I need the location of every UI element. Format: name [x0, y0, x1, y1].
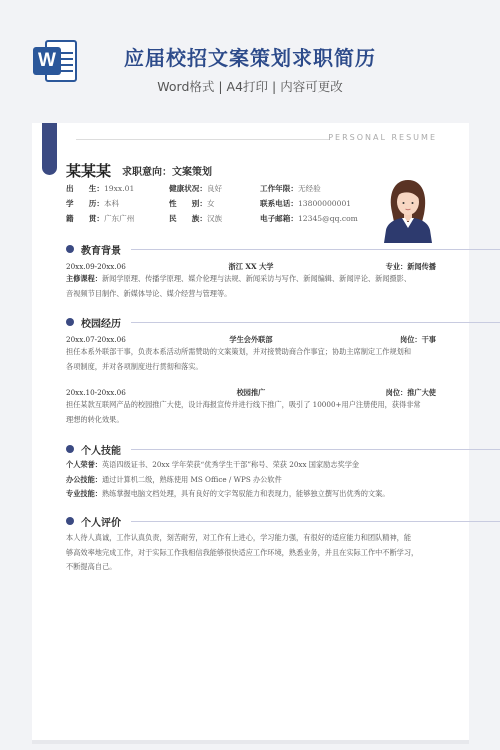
info-health: 健康状况：良好 — [169, 184, 223, 193]
skill-item: 办公技能：通过计算机二级，熟练使用 MS Office / WPS 办公软件 — [66, 474, 282, 484]
info-phone: 联系电话：13800000001 — [260, 199, 352, 208]
info-experience: 工作年限：无经验 — [260, 184, 321, 193]
campus-role: 岗位：干事 — [400, 335, 436, 344]
section-title: 个人评价 — [81, 518, 121, 529]
campus-desc-2: 担任某款互联网产品的校园推广大使，设计海报宣传并进行线下推广，吸引了 10000+用户注册使用，获得非常 理想的转化效果。 — [66, 400, 421, 424]
bullet-icon — [66, 445, 74, 453]
bullet-icon — [66, 318, 74, 326]
info-gender: 性 别：女 — [169, 199, 215, 208]
divider — [131, 249, 500, 250]
candidate-name: 某某某 — [66, 162, 112, 180]
info-ethnicity: 民 族：汉族 — [169, 214, 223, 223]
divider — [131, 521, 500, 522]
page-subtitle: Word格式 | A4打印 | 内容可更改 — [157, 79, 343, 94]
campus-date: 20xx.07-20xx.06 — [66, 335, 126, 344]
info-email: 电子邮箱：12345@qq.com — [260, 214, 358, 223]
header-banner — [0, 0, 500, 118]
divider — [131, 322, 500, 323]
section-title: 个人技能 — [81, 446, 121, 457]
bookmark-tab — [42, 123, 57, 175]
skill-item: 个人荣誉：英语四级证书、20xx 学年荣获“优秀学生干部”称号、荣获 20xx 国家励志奖学金 — [66, 460, 360, 469]
education-major: 专业：新闻传播 — [385, 262, 436, 271]
paper-shadow — [32, 740, 469, 744]
education-courses: 主修课程：新闻学原理、传播学原理、媒介伦理与法规、新闻采访与写作、新闻编辑、新闻评论、新闻摄影、 音视频节目制作、新媒体导论、媒介经营与管理等。 — [66, 274, 412, 298]
bullet-icon — [66, 245, 74, 253]
word-icon: W — [33, 40, 79, 82]
job-intent: 求职意向：文案策划 — [122, 167, 212, 178]
info-education: 学 历：本科 — [66, 199, 120, 208]
campus-row-2 — [66, 388, 436, 397]
info-hometown: 籍 贯：广东广州 — [66, 214, 135, 223]
evaluation-text: 本人待人真诚，工作认真负责，刻苦耐劳，对工作有上进心，学习能力强，有很好的适应能力和团队精神，能 够高效率地完成工作，对于实际工作我相信我能够很快适应工作环境，熟悉业务，并且在实际工作中不断学习， 不断提高自己。 — [66, 533, 419, 572]
education-date: 20xx.09-20xx.06 — [66, 262, 126, 271]
divider — [76, 139, 330, 140]
page-title: 应届校招文案策划求职简历 — [124, 46, 376, 70]
divider — [131, 449, 500, 450]
section-title: 校园经历 — [81, 319, 121, 330]
section-title: 教育背景 — [81, 246, 121, 257]
skill-item: 专业技能：熟练掌握电脑文档处理，具有良好的文字驾驭能力和表现力，能够独立撰写出优秀的文案。 — [66, 489, 390, 499]
campus-row-1 — [66, 335, 436, 344]
bullet-icon — [66, 517, 74, 525]
campus-role: 岗位：推广大使 — [385, 388, 436, 397]
profile-photo — [380, 172, 435, 243]
resume-tag: PERSONAL RESUME — [328, 133, 437, 142]
info-birth: 出 生：19xx.01 — [66, 184, 135, 193]
campus-desc-1: 担任本系外联部干事，负责本系活动所需赞助的文案策划，并对接赞助商合作事宜；协助主席制定工作规划和 各项制度，并对各项制度进行贯彻和落实。 — [66, 347, 412, 371]
skills-list — [66, 458, 438, 502]
education-school: 浙江 XX 大学 — [228, 262, 274, 271]
education-row — [66, 262, 436, 271]
campus-org: 校园推广 — [236, 388, 266, 397]
avatar-illustration — [380, 172, 435, 243]
campus-org: 学生会外联部 — [229, 335, 273, 344]
campus-date: 20xx.10-20xx.06 — [66, 388, 126, 397]
